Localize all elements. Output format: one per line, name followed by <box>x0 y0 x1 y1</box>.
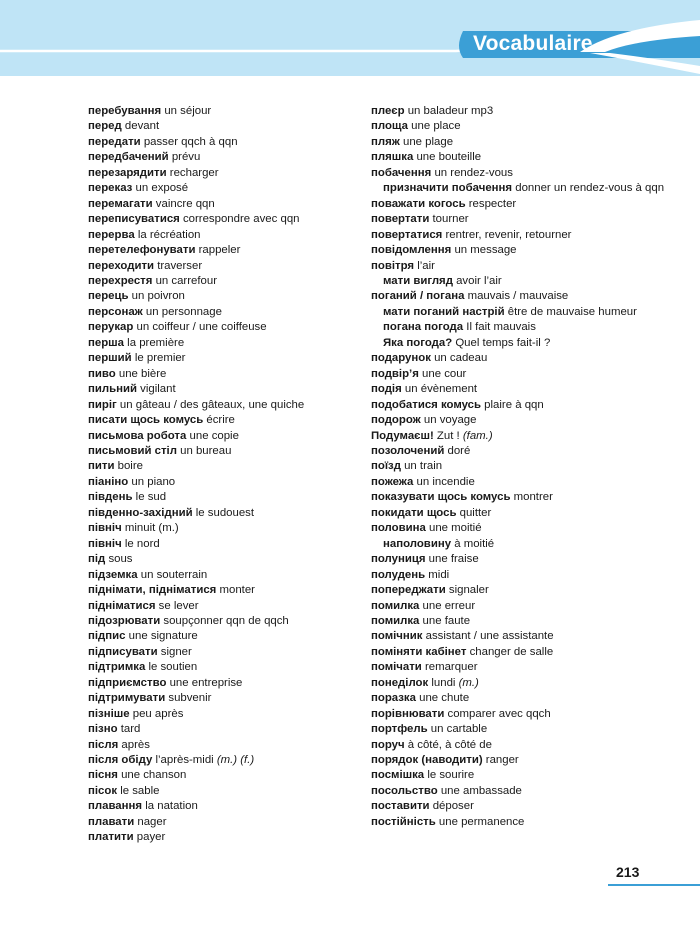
entry-term: пожежа <box>371 475 414 488</box>
vocabulary-entry <box>371 197 671 212</box>
entry-translation: devant <box>121 120 160 133</box>
entry-translation: mauvais / mauvaise <box>464 290 569 303</box>
vocabulary-entry <box>371 645 671 660</box>
entry-translation: recharger <box>166 166 219 179</box>
entry-term: повітря <box>371 259 415 272</box>
entry-translation: midi <box>425 568 450 581</box>
entry-term: поважати когось <box>371 197 466 210</box>
entry-translation: le soutien <box>145 661 198 674</box>
entry-term: переписуватися <box>88 213 180 226</box>
vocabulary-entry <box>371 738 671 753</box>
entry-grammar-note: (m.) <box>458 676 479 689</box>
entry-term: помилка <box>371 599 420 612</box>
entry-term: показувати щось комусь <box>371 491 511 504</box>
entry-term: підприємство <box>88 676 167 689</box>
entry-translation: une moitié <box>425 522 482 535</box>
vocabulary-entry <box>371 289 671 304</box>
vocabulary-entry <box>371 429 671 444</box>
vocabulary-entry <box>88 382 388 397</box>
entry-term: полудень <box>371 568 426 581</box>
entry-translation: un cartable <box>427 723 488 736</box>
entry-translation: un coiffeur / une coiffeuse <box>133 321 267 334</box>
vocabulary-entry <box>371 614 671 629</box>
entry-term: перемагати <box>88 197 153 210</box>
entry-term: пляшка <box>371 151 414 164</box>
vocabulary-entry <box>88 506 388 521</box>
vocabulary-entry <box>371 506 671 521</box>
vocabulary-entry <box>88 135 388 150</box>
entry-term: передбачений <box>88 151 169 164</box>
entry-translation: déposer <box>429 800 474 813</box>
vocabulary-entry <box>371 166 671 181</box>
entry-translation: signaler <box>445 584 489 597</box>
entry-term: перетелефонувати <box>88 244 196 257</box>
vocabulary-entry <box>371 135 671 150</box>
entry-translation: un voyage <box>420 414 477 427</box>
entry-term: поміняти кабінет <box>371 645 467 658</box>
vocabulary-entry <box>88 599 388 614</box>
vocabulary-entry <box>88 212 388 227</box>
entry-term: побачення <box>371 166 432 179</box>
entry-translation: un cadeau <box>430 352 488 365</box>
entry-translation: un souterrain <box>137 568 208 581</box>
entry-translation: vigilant <box>137 383 176 396</box>
vocabulary-entry <box>88 320 388 335</box>
entry-translation: une signature <box>125 630 198 643</box>
header-banner <box>0 0 700 76</box>
entry-term: перехрестя <box>88 274 153 287</box>
entry-translation: quitter <box>456 506 492 519</box>
entry-term: письмова робота <box>88 429 187 442</box>
entry-translation: un baladeur mp3 <box>404 105 494 117</box>
entry-translation: vaincre qqn <box>152 197 215 210</box>
entry-term: порядок (наводити) <box>371 754 483 767</box>
entry-term: платити <box>88 831 134 844</box>
entry-translation: payer <box>133 831 166 844</box>
entry-term: покидати щось <box>371 506 457 519</box>
entry-term: поставити <box>371 800 430 813</box>
entry-grammar-note: (fam.) <box>462 429 493 442</box>
entry-translation: rappeler <box>195 244 241 257</box>
vocabulary-entry <box>88 568 388 583</box>
entry-translation: la récréation <box>134 228 201 241</box>
vocabulary-entry <box>371 629 671 644</box>
entry-translation: changer de salle <box>466 645 554 658</box>
entry-translation: plaire à qqn <box>481 398 544 411</box>
entry-term: мати вигляд <box>383 274 453 287</box>
vocabulary-entry <box>371 444 671 459</box>
entry-translation: une fraise <box>425 553 479 566</box>
vocabulary-entry <box>88 614 388 629</box>
entry-translation: montrer <box>510 491 553 504</box>
entry-translation: la natation <box>142 800 198 813</box>
entry-translation: doré <box>444 444 471 457</box>
vocabulary-entry <box>88 784 388 799</box>
vocabulary-entry <box>371 768 671 783</box>
right-vocabulary-column <box>371 104 671 830</box>
entry-translation: monter <box>216 584 255 597</box>
entry-translation: Il fait mauvais <box>463 321 536 334</box>
vocabulary-entry <box>371 691 671 706</box>
entry-term: призначити побачення <box>383 182 513 195</box>
entry-translation: une bouteille <box>413 151 482 164</box>
entry-translation: une erreur <box>419 599 476 612</box>
entry-term: передати <box>88 135 141 148</box>
entry-term: північ <box>88 537 122 550</box>
entry-term: плавати <box>88 815 135 828</box>
vocabulary-entry <box>88 691 388 706</box>
vocabulary-entry <box>88 815 388 830</box>
entry-translation: un message <box>451 244 517 257</box>
vocabulary-subentry <box>371 181 671 196</box>
entry-term: пісок <box>88 784 118 797</box>
vocabulary-entry <box>371 150 671 165</box>
vocabulary-entry <box>371 676 671 691</box>
entry-term: плеєр <box>371 105 405 117</box>
entry-term: перукар <box>88 321 134 334</box>
entry-term: понеділок <box>371 676 429 689</box>
entry-translation: le sud <box>132 491 167 504</box>
entry-translation: avoir l’air <box>452 274 502 287</box>
entry-term: підписувати <box>88 645 158 658</box>
vocabulary-entry <box>88 768 388 783</box>
entry-term: посмішка <box>371 769 425 782</box>
vocabulary-entry <box>371 568 671 583</box>
entry-translation: être de mauvaise humeur <box>504 305 637 318</box>
vocabulary-subentry <box>371 537 671 552</box>
vocabulary-entry <box>88 336 388 351</box>
vocabulary-entry <box>88 444 388 459</box>
vocabulary-entry <box>371 259 671 274</box>
entry-translation: un carrefour <box>152 274 217 287</box>
entry-translation: l’air <box>414 259 435 272</box>
entry-term: подобатися комусь <box>371 398 481 411</box>
vocabulary-entry <box>371 367 671 382</box>
vocabulary-entry <box>88 459 388 474</box>
entry-translation: une plage <box>399 135 454 148</box>
entry-term: пиво <box>88 367 116 380</box>
vocabulary-entry <box>88 413 388 428</box>
entry-translation: sous <box>105 553 133 566</box>
vocabulary-entry <box>88 305 388 320</box>
entry-translation: un séjour <box>161 105 212 117</box>
vocabulary-entry <box>371 815 671 830</box>
entry-translation: une permanence <box>435 815 525 828</box>
entry-term: поруч <box>371 738 405 751</box>
entry-translation: remarquer <box>421 661 478 674</box>
entry-translation: un évènement <box>401 383 478 396</box>
vocabulary-entry <box>88 429 388 444</box>
entry-term: наполовину <box>383 537 452 550</box>
vocabulary-entry <box>88 753 388 768</box>
entry-term: пізно <box>88 723 118 736</box>
entry-translation: passer qqch à qqn <box>140 135 238 148</box>
entry-translation: après <box>118 738 150 751</box>
entry-term: позолочений <box>371 444 445 457</box>
entry-translation: le sable <box>117 784 160 797</box>
entry-translation: le premier <box>131 352 186 365</box>
vocabulary-entry <box>88 150 388 165</box>
entry-translation: une bière <box>115 367 167 380</box>
entry-term: повідомлення <box>371 244 452 257</box>
entry-translation: assistant / une assistante <box>422 630 554 643</box>
entry-term: підніматися <box>88 599 156 612</box>
vocabulary-entry <box>88 228 388 243</box>
vocabulary-entry <box>371 722 671 737</box>
entry-term: письмовий стіл <box>88 444 177 457</box>
entry-translation: tard <box>117 723 141 736</box>
vocabulary-entry <box>88 537 388 552</box>
entry-translation: une entreprise <box>166 676 243 689</box>
entry-term: під <box>88 553 106 566</box>
vocabulary-entry <box>371 398 671 413</box>
vocabulary-entry <box>371 243 671 258</box>
entry-translation: un personnage <box>142 305 222 318</box>
vocabulary-entry <box>371 521 671 536</box>
entry-term: помічник <box>371 630 423 643</box>
vocabulary-entry <box>88 367 388 382</box>
entry-term: перший <box>88 352 132 365</box>
vocabulary-entry <box>88 475 388 490</box>
vocabulary-entry <box>88 197 388 212</box>
entry-term: порівнювати <box>371 707 445 720</box>
vocabulary-entry <box>371 382 671 397</box>
entry-translation: respecter <box>465 197 517 210</box>
entry-term: полуниця <box>371 553 426 566</box>
entry-term: підпис <box>88 630 126 643</box>
entry-translation: une cour <box>418 367 467 380</box>
entry-term: південно-західний <box>88 506 193 519</box>
entry-term: подія <box>371 383 402 396</box>
vocabulary-entry <box>88 104 388 119</box>
entry-term: помічати <box>371 661 422 674</box>
entry-translation: peu après <box>129 707 184 720</box>
entry-translation: à côté, à côté de <box>404 738 492 751</box>
header-swoosh-decoration <box>0 0 700 76</box>
entry-translation: une chute <box>415 692 470 705</box>
entry-term: пляж <box>371 135 400 148</box>
vocabulary-entry <box>88 289 388 304</box>
entry-term: погана погода <box>383 321 464 334</box>
entry-translation: correspondre avec qqn <box>179 213 300 226</box>
entry-term: пиріг <box>88 398 117 411</box>
entry-translation: subvenir <box>165 692 212 705</box>
entry-term: посольство <box>371 784 438 797</box>
vocabulary-entry <box>88 799 388 814</box>
vocabulary-entry <box>371 104 671 119</box>
entry-term: підтримувати <box>88 692 166 705</box>
entry-term: підтримка <box>88 661 146 674</box>
entry-term: перша <box>88 336 125 349</box>
entry-term: подорож <box>371 414 421 427</box>
entry-translation: nager <box>134 815 167 828</box>
entry-translation: boire <box>114 460 143 473</box>
entry-term: перед <box>88 120 122 133</box>
vocabulary-entry <box>371 459 671 474</box>
vocabulary-entry <box>88 181 388 196</box>
entry-translation: comparer avec qqch <box>444 707 551 720</box>
entry-term: пильний <box>88 383 138 396</box>
entry-term: перезарядити <box>88 166 167 179</box>
vocabulary-entry <box>88 676 388 691</box>
entry-term: переходити <box>88 259 155 272</box>
entry-translation: soupçonner qqn de qqch <box>160 614 289 627</box>
entry-translation: un rendez-vous <box>431 166 513 179</box>
entry-term: площа <box>371 120 409 133</box>
entry-term: подвір’я <box>371 367 419 380</box>
vocabulary-entry <box>371 707 671 722</box>
vocabulary-entry <box>88 738 388 753</box>
entry-translation: un exposé <box>132 182 189 195</box>
entry-term: мати поганий настрій <box>383 305 505 318</box>
entry-term: південь <box>88 491 133 504</box>
vocabulary-subentry <box>371 336 671 351</box>
entry-term: піаніно <box>88 475 129 488</box>
entry-translation: le sudouest <box>192 506 255 519</box>
vocabulary-entry <box>88 490 388 505</box>
entry-term: пити <box>88 460 115 473</box>
vocabulary-entry <box>371 228 671 243</box>
page-number: 213 <box>616 864 640 880</box>
vocabulary-entry <box>371 799 671 814</box>
entry-term: помилка <box>371 614 420 627</box>
entry-translation: minuit (m.) <box>121 522 179 535</box>
vocabulary-entry <box>88 645 388 660</box>
vocabulary-entry <box>371 660 671 675</box>
entry-translation: prévu <box>168 151 201 164</box>
vocabulary-entry <box>88 351 388 366</box>
entry-term: постійність <box>371 815 436 828</box>
vocabulary-entry <box>371 475 671 490</box>
vocabulary-entry <box>371 212 671 227</box>
entry-translation: une chanson <box>117 769 187 782</box>
entry-translation: écrire <box>203 414 235 427</box>
entry-translation: une ambassade <box>437 784 522 797</box>
vocabulary-entry <box>371 490 671 505</box>
vocabulary-entry <box>371 583 671 598</box>
entry-term: підземка <box>88 568 138 581</box>
vocabulary-entry <box>88 830 388 845</box>
entry-translation: une faute <box>419 614 471 627</box>
vocabulary-entry <box>371 753 671 768</box>
vocabulary-entry <box>371 351 671 366</box>
entry-translation: l’après-midi <box>152 754 217 767</box>
vocabulary-entry <box>88 119 388 134</box>
vocabulary-entry <box>88 166 388 181</box>
entry-term: північ <box>88 522 122 535</box>
vocabulary-entry <box>88 552 388 567</box>
vocabulary-subentry <box>371 305 671 320</box>
entry-term: половина <box>371 522 426 535</box>
entry-translation: se lever <box>155 599 199 612</box>
entry-term: поразка <box>371 692 416 705</box>
entry-term: писати щось комусь <box>88 414 204 427</box>
vocabulary-subentry <box>371 320 671 335</box>
entry-translation: donner un rendez-vous à qqn <box>512 182 665 195</box>
vocabulary-entry <box>88 243 388 258</box>
entry-term: поганий / погана <box>371 290 465 303</box>
vocabulary-entry <box>88 259 388 274</box>
entry-translation: à moitié <box>451 537 495 550</box>
entry-term: Яка погода? <box>383 336 453 349</box>
entry-term: поїзд <box>371 460 401 473</box>
entry-translation: le sourire <box>424 769 475 782</box>
vocabulary-entry <box>371 119 671 134</box>
entry-term: піднімати, підніматися <box>88 584 217 597</box>
entry-term: повертатися <box>371 228 443 241</box>
entry-term: перерва <box>88 228 135 241</box>
entry-translation: traverser <box>154 259 203 272</box>
vocabulary-entry <box>88 521 388 536</box>
entry-translation: un gâteau / des gâteaux, une quiche <box>116 398 305 411</box>
entry-translation: un piano <box>128 475 176 488</box>
vocabulary-entry <box>88 398 388 413</box>
entry-term: підозрювати <box>88 614 161 627</box>
entry-translation: tourner <box>429 213 469 226</box>
entry-term: пісня <box>88 769 118 782</box>
vocabulary-entry <box>88 660 388 675</box>
entry-translation: la première <box>124 336 185 349</box>
entry-term: подарунок <box>371 352 431 365</box>
vocabulary-entry <box>371 599 671 614</box>
entry-term: перебування <box>88 105 162 117</box>
entry-term: персонаж <box>88 305 143 318</box>
vocabulary-entry <box>371 413 671 428</box>
entry-translation: un poivron <box>128 290 185 303</box>
vocabulary-subentry <box>371 274 671 289</box>
entry-translation: Quel temps fait-il ? <box>452 336 551 349</box>
entry-translation: une copie <box>186 429 239 442</box>
entry-translation: signer <box>157 645 192 658</box>
entry-term: попереджати <box>371 584 446 597</box>
entry-term: перець <box>88 290 129 303</box>
entry-term: після обіду <box>88 754 153 767</box>
entry-grammar-note: (m.) (f.) <box>216 754 255 767</box>
entry-translation: le nord <box>121 537 160 550</box>
entry-translation: un train <box>400 460 443 473</box>
entry-translation: lundi <box>428 676 459 689</box>
entry-term: Подумаєш! <box>371 429 434 442</box>
entry-translation: rentrer, revenir, retourner <box>442 228 572 241</box>
vocabulary-entry <box>371 784 671 799</box>
entry-term: після <box>88 738 119 751</box>
entry-term: переказ <box>88 182 133 195</box>
entry-translation: un bureau <box>176 444 232 457</box>
entry-translation: une place <box>408 120 461 133</box>
entry-translation: un incendie <box>413 475 475 488</box>
entry-translation: ranger <box>482 754 519 767</box>
vocabulary-entry <box>88 707 388 722</box>
entry-term: портфель <box>371 723 428 736</box>
vocabulary-entry <box>88 274 388 289</box>
vocabulary-entry <box>88 629 388 644</box>
vocabulary-entry <box>88 722 388 737</box>
vocabulary-entry <box>88 583 388 598</box>
page-title: Vocabulaire <box>473 32 593 55</box>
entry-term: пізніше <box>88 707 130 720</box>
entry-term: плавання <box>88 800 143 813</box>
entry-translation: Zut ! <box>433 429 463 442</box>
entry-term: повертати <box>371 213 430 226</box>
vocabulary-entry <box>371 552 671 567</box>
left-vocabulary-column <box>88 104 388 846</box>
page-number-rule <box>608 884 700 886</box>
